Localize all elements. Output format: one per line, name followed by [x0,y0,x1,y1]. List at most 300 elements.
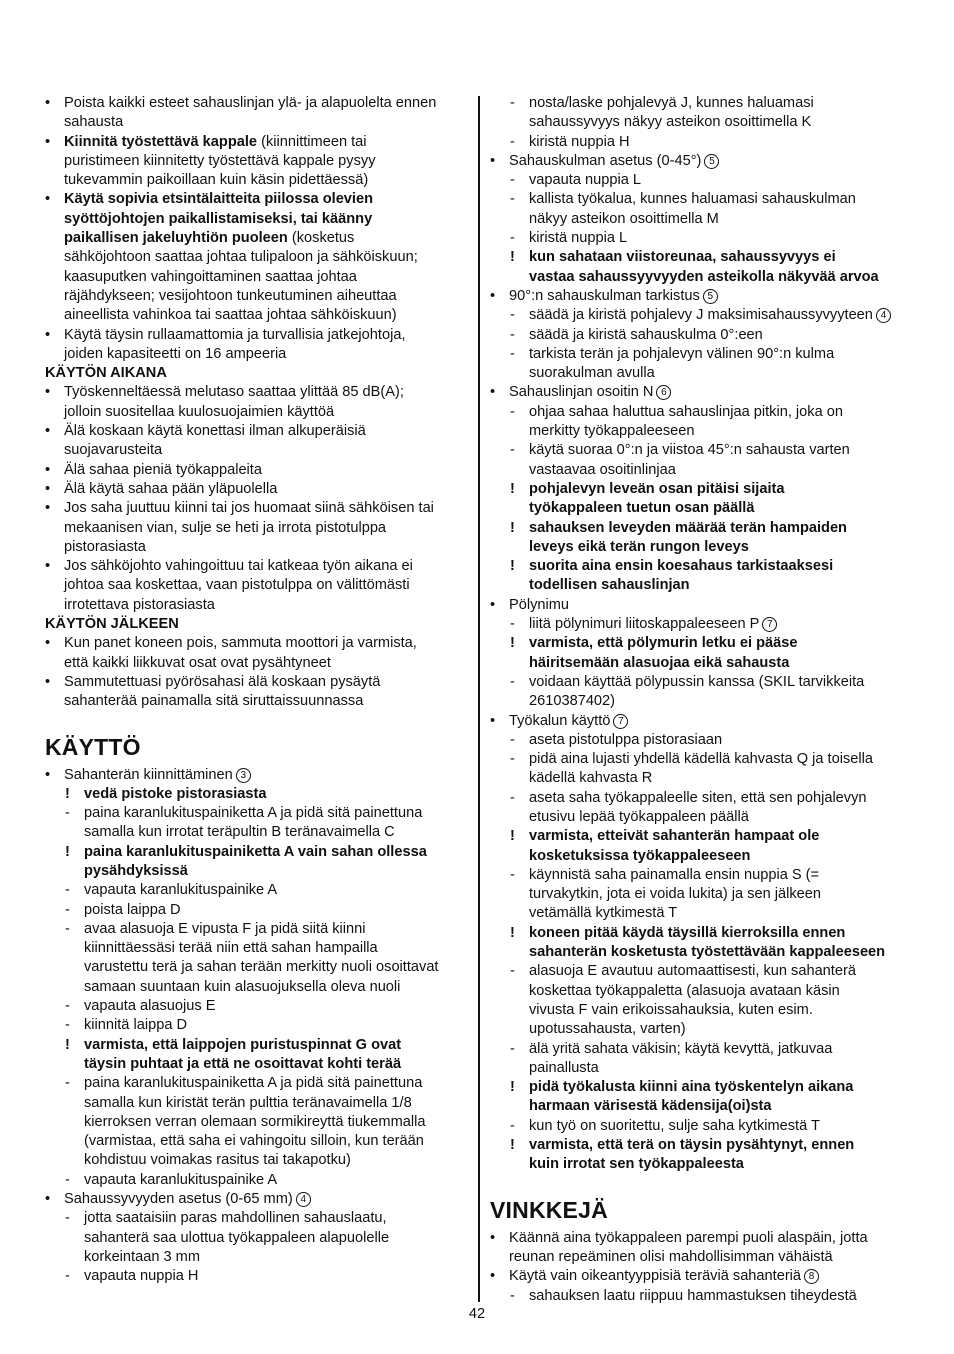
subheading [45,615,469,634]
dash-marker: - [510,307,515,324]
text-line [45,345,469,364]
line-text: Käytä vain oikeantyyppisiä teräviä sahanteriä [509,1268,802,1285]
text-line [490,1248,914,1267]
text-line [490,133,914,152]
text-line [490,557,914,576]
text-line [490,441,914,460]
line-text: VINKKEJÄ [490,1196,608,1223]
bold-text: todellisen sahauslinjan [529,577,690,594]
bullet-marker: • [490,152,496,169]
section-heading [45,732,469,762]
line-text: näkyy asteikon osoittimella M [529,210,719,227]
text-line [490,769,914,788]
dash-marker: - [510,866,515,883]
line-text: Työskenneltäessä melutaso saattaa ylittää 85 dB(A); [64,384,404,401]
warning-marker: ! [510,1137,515,1154]
line-text: alasuoja E avautuu automaattisesti, kun sahanterä [529,963,856,980]
text-line [45,1036,469,1055]
line-text: Kun panet koneen pois, sammuta moottori ja varmista, [64,635,417,652]
left-column [45,94,469,1287]
dash-marker: - [510,963,515,980]
text-line [490,692,914,711]
line-text: tarkista terän ja pohjalevyn välinen 90°:n kulma [529,345,835,362]
line-text: Sahauskulman asetus (0-45°) [509,152,702,169]
dash-marker: - [65,882,70,899]
warning-marker: ! [510,635,515,652]
figure-reference-badge: 3 [236,768,251,783]
line-text: sahanterä saa ulottua työkappaleen alapuolelle [84,1229,390,1246]
bold-text: pidä työkalusta kiinni aina työskentelyn aikana [529,1079,854,1096]
text-line [490,461,914,480]
text-line [45,596,469,615]
warning-marker: ! [65,843,70,860]
figure-reference-badge: 4 [876,308,891,323]
text-line [490,1059,914,1078]
line-text: Työkalun käyttö [509,712,611,729]
text-line [45,1229,469,1248]
text-line [490,113,914,132]
line-text: poista laippa D [84,901,181,918]
subheading [45,364,469,383]
bullet-marker: • [45,558,51,575]
right-column [490,94,914,1306]
text-line [45,538,469,557]
bold-text: täysin puhtaat ja että ne osoittavat kohti terää [84,1055,402,1072]
text-line [490,1287,914,1306]
line-text: voidaan käyttää pölypussin kanssa (SKIL tarvikkeita [529,673,865,690]
dash-marker: - [65,1075,70,1092]
text-line [490,287,914,306]
text-line [45,1171,469,1190]
text-line [45,383,469,402]
dash-marker: - [510,172,515,189]
text-line [45,1016,469,1035]
line-text: paina karanlukituspainiketta A ja pidä sitä painettuna [84,805,423,822]
line-text: pistorasiasta [64,538,146,555]
line-text: irrotettava pistorasiasta [64,596,215,613]
line-text: räjähdykseen; vesijohtoon tunkeutuminen aiheuttaa [64,287,397,304]
text-line [45,766,469,785]
text-line [45,113,469,132]
line-text: KÄYTÖN JÄLKEEN [45,616,179,633]
text-line [490,712,914,731]
line-text: suorakulman avulla [529,365,655,382]
text-line [45,1094,469,1113]
text-line [45,422,469,441]
bullet-marker: • [45,766,51,783]
line-text: kiristä nuppia L [529,230,628,247]
line-text: Käytä täysin rullaamattomia ja turvallisia jatkejohtoja, [64,326,406,343]
text-line [45,654,469,673]
line-text: sahaussyvyys näkyy asteikon osoittimella K [529,114,812,131]
dash-marker: - [65,805,70,822]
text-line [490,731,914,750]
text-line [45,804,469,823]
text-line [490,1267,914,1286]
bullet-marker: • [45,384,51,401]
text-line [45,1248,469,1267]
figure-reference-badge: 5 [704,154,719,169]
text-line [45,978,469,997]
line-text: joiden kapasiteetti on 16 ampeeria [64,345,287,362]
line-text: samalla kun irrotat teräpultin B teränavaimella C [84,824,395,841]
line-text: kiinnitä laippa D [84,1017,188,1034]
bullet-marker: • [45,461,51,478]
line-text: tukevammin paikoillaan kuin käsin pidettäessä) [64,172,369,189]
bold-text: pysähdyksissä [84,862,188,879]
line-text: liitä pölynimuri liitoskappaleeseen P [529,616,760,633]
line-text: varustettu terä ja sahan terään merkitty nuoli osoittavat [84,959,439,976]
text-line [45,1190,469,1209]
text-line [490,576,914,595]
text-line [45,1267,469,1286]
figure-reference-badge: 5 [703,289,718,304]
text-line [490,962,914,981]
dash-marker: - [65,920,70,937]
line-text: vapauta nuppia H [84,1268,199,1285]
line-text: Älä käytä sahaa pään yläpuolella [64,480,278,497]
text-line [45,171,469,190]
page-number: 42 [468,1306,486,1322]
line-text: älä yritä sahata väkisin; käytä kevyttä, jatkuvaa [529,1040,833,1057]
figure-reference-badge: 4 [296,1192,311,1207]
line-text: jolloin suositellaa kuulosuojaimien käyttöä [64,403,335,420]
text-line [45,248,469,267]
text-line [45,862,469,881]
line-text: pidä aina lujasti yhdellä kädellä kahvasta Q ja toisella [529,751,873,768]
line-text: Sammutettuasi pyörösahasi älä koskaan pysäytä [64,673,381,690]
dash-marker: - [510,789,515,806]
text-line [490,326,914,345]
line-text: aseta pistotulppa pistorasiaan [529,731,723,748]
text-line [490,422,914,441]
line-text: Sahaussyvyyden asetus (0-65 mm) [64,1191,293,1208]
text-line [490,229,914,248]
bold-text: leveys eikä terän rungon leveys [529,538,749,555]
text-line [45,1132,469,1151]
text-line [490,94,914,113]
text-line [490,596,914,615]
bold-text: harmaan värisestä kädensija(oi)sta [529,1098,772,1115]
line-text: nosta/laske pohjalevyä J, kunnes haluamasi [529,95,814,111]
text-line [45,673,469,692]
text-line [490,306,914,325]
line-text: samalla kun kiristät terän pulttia teränavaimella 1/8 [84,1094,412,1111]
text-line [490,1155,914,1174]
dash-marker: - [65,901,70,918]
bullet-marker: • [45,500,51,517]
text-line [45,210,469,229]
text-line [45,268,469,287]
dash-marker: - [510,442,515,459]
line-text: käynnistä saha painamalla ensin nuppia S (= [529,866,820,883]
line-text: koskettaa työkappaletta (alasuoja avataan käsin [529,982,840,999]
dash-marker: - [510,673,515,690]
text-line [490,615,914,634]
bold-text: varmista, että pölymurin letku ei pääse [529,635,798,652]
text-line [45,1055,469,1074]
line-text: Sahauslinjan osoitin N [509,384,654,401]
text-line [45,480,469,499]
text-line [490,248,914,267]
warning-marker: ! [510,1079,515,1096]
text-line [490,847,914,866]
bullet-marker: • [490,1229,496,1246]
dash-marker: - [65,1268,70,1285]
line-text: merkitty työkappaleeseen [529,423,695,440]
text-line [490,538,914,557]
line-text: vastaavaa osoitinlinjaa [529,461,676,478]
text-line [45,997,469,1016]
line-text: vapauta karanlukituspainike A [84,882,278,899]
dash-marker: - [510,133,515,150]
dash-marker: - [510,731,515,748]
line-text: (kiinnittimeen tai [257,133,367,150]
dash-marker: - [510,230,515,247]
line-text: Käännä aina työkappaleen parempi puoli alaspäin, jotta [509,1229,868,1246]
bold-text: sahanterän kosketusta työstettävään kappaleeseen [529,944,886,961]
line-text: kun työ on suoritettu, sulje saha kytkimestä T [529,1117,820,1134]
dash-marker: - [510,1287,515,1304]
bullet-marker: • [45,673,51,690]
line-text: kierroksen verran olemaan sormikireyttä tiukemmalla [84,1113,426,1130]
line-text: 2610387402) [529,693,616,710]
text-line [490,885,914,904]
line-text: Sahanterän kiinnittäminen [64,766,233,783]
text-line [45,823,469,842]
bold-text: varmista, etteivät sahanterän hampaat ole [529,828,820,845]
line-text: kiristä nuppia H [529,133,630,150]
text-line [490,499,914,518]
text-line [45,692,469,711]
text-line [490,383,914,402]
text-line [45,634,469,653]
figure-reference-badge: 6 [656,385,671,400]
line-text: (kosketus [287,230,355,247]
dash-marker: - [510,326,515,343]
bullet-marker: • [45,95,51,111]
text-line [45,901,469,920]
text-line [490,152,914,171]
line-text: puristimeen kiinnitetty työstettävä kappale pysyy [64,152,376,169]
line-text: suojavarusteita [64,442,163,459]
line-text: kohdistuu voimakas rasitus tai takapotku) [84,1152,351,1169]
warning-marker: ! [510,558,515,575]
line-text: johtoa saa koskettaa, vaan pistotulppa on välittömästi [64,577,410,594]
warning-marker: ! [510,828,515,845]
dash-marker: - [65,1171,70,1188]
text-line [490,673,914,692]
text-line [45,881,469,900]
section-heading [490,1195,914,1225]
line-text: aseta saha työkappaleelle siten, että sen pohjalevyn [529,789,867,806]
text-line [490,808,914,827]
line-text: säädä ja kiristä pohjalevy J maksimisahaussyvyyteen [529,307,873,324]
warning-marker: ! [510,519,515,536]
text-line [490,866,914,885]
text-line [45,306,469,325]
text-line [45,1113,469,1132]
text-line [45,229,469,248]
line-text: että kaikki liikkuvat osat ovat pysähtyneet [64,654,331,671]
bullet-marker: • [45,133,51,150]
text-line [490,268,914,287]
bullet-marker: • [45,423,51,440]
line-text: kallista työkalua, kunnes haluamasi sahauskulman [529,191,856,208]
line-text: (varmistaa, että saha ei vahingoitu silloin, kun terään [84,1133,424,1150]
line-text: painallusta [529,1059,599,1076]
line-text: mekaanisen vian, sulje se heti ja irrota pistotulppa [64,519,387,536]
text-line [45,1151,469,1170]
line-text: Älä koskaan käytä konettasi ilman alkuperäisiä [64,423,366,440]
bullet-marker: • [490,596,496,613]
text-line [45,441,469,460]
dash-marker: - [65,1210,70,1227]
line-text: vivusta F vain erikoissahauksia, kuten esim. [529,1001,813,1018]
bullet-marker: • [45,480,51,497]
line-text: paina karanlukituspainiketta A ja pidä sitä painettuna [84,1075,423,1092]
warning-marker: ! [510,924,515,941]
text-line [490,403,914,422]
bold-text: sahauksen leveyden määrää terän hampaiden [529,519,847,536]
figure-reference-badge: 7 [613,714,628,729]
text-line [490,654,914,673]
line-text: sahausta [64,114,124,131]
text-line [45,557,469,576]
text-line [45,133,469,152]
line-text: jotta saataisiin paras mahdollinen sahauslaatu, [84,1210,387,1227]
line-text: vapauta karanlukituspainike A [84,1171,278,1188]
text-line [490,827,914,846]
text-line [45,958,469,977]
dash-marker: - [510,616,515,633]
line-text: upotussahausta, varten) [529,1021,686,1038]
line-text: avaa alasuoja E vipusta F ja pidä siitä kiinni [84,920,366,937]
text-line [490,982,914,1001]
line-text: Pölynimu [509,596,570,613]
bold-text: vedä pistoke pistorasiasta [84,785,267,802]
text-line [490,1117,914,1136]
warning-marker: ! [510,249,515,266]
bold-text: pohjalevyn leveän osan pitäisi sijaita [529,480,785,497]
text-line [490,1020,914,1039]
bold-text: työkappaleen tuetun osan päällä [529,500,755,517]
figure-reference-badge: 8 [804,1269,819,1284]
line-text: käytä suoraa 0°:n ja viistoa 45°:n sahausta varten [529,442,850,459]
text-line [45,461,469,480]
bold-text: koneen pitää käydä täysillä kierroksilla ennen [529,924,846,941]
line-text: sähköjohtoon saattaa johtaa tulipaloon ja sähköiskuun; [64,249,418,266]
dash-marker: - [510,403,515,420]
text-line [45,287,469,306]
bold-text: varmista, että laippojen puristuspinnat G ovat [84,1036,402,1053]
figure-reference-badge: 7 [762,617,777,632]
bold-text: häiritsemään alasuojaa eikä sahausta [529,654,790,671]
text-line [490,171,914,190]
text-line [45,785,469,804]
text-line [490,210,914,229]
text-line [490,943,914,962]
bold-text: Kiinnitä työstettävä kappale [64,133,258,150]
dash-marker: - [65,998,70,1015]
bullet-marker: • [45,635,51,652]
text-line [490,345,914,364]
dash-marker: - [510,345,515,362]
text-line [490,1097,914,1116]
line-text: samaan suuntaan kuin alasuojuksella oleva nuoli [84,978,401,995]
text-line [45,843,469,862]
bullet-marker: • [490,1268,496,1285]
text-line [490,789,914,808]
dash-marker: - [65,1017,70,1034]
line-text: vapauta nuppia L [529,172,641,189]
text-line [45,519,469,538]
bullet-marker: • [490,287,496,304]
text-line [45,939,469,958]
line-text: kaasuputken vahingoittaminen saattaa johtaa [64,268,357,285]
dash-marker: - [510,1040,515,1057]
line-text: Jos saha juuttuu kiinni tai jos huomaat siinä sähköisen tai [64,500,434,517]
text-line [45,576,469,595]
text-line [490,924,914,943]
bullet-marker: • [45,191,51,208]
text-line [490,1078,914,1097]
line-text: Jos sähköjohto vahingoittuu tai katkeaa työn aikana ei [64,558,413,575]
text-line [45,94,469,113]
bold-text: kuin irrotat sen työkappaleesta [529,1156,744,1173]
line-text: sahanterää painamalla sitä siruttaissuunnassa [64,693,364,710]
text-line [490,750,914,769]
text-line [490,480,914,499]
dash-marker: - [510,1117,515,1134]
line-text: ohjaa sahaa haluttua sahauslinjaa pitkin, joka on [529,403,843,420]
line-text: kädellä kahvasta R [529,770,653,787]
line-text: turvakytkin, jota ei voida lukita) ja sen jälkeen [529,886,822,903]
line-text: kiinnittäessäsi terää niin että sahan hampailla [84,940,378,957]
line-text: 90°:n sahauskulman tarkistus [509,287,700,304]
warning-marker: ! [510,480,515,497]
text-line [490,519,914,538]
bullet-marker: • [45,1191,51,1208]
text-line [45,499,469,518]
warning-marker: ! [65,785,70,802]
dash-marker: - [510,95,515,111]
line-text: sahauksen laatu riippuu hammastuksen tiheydestä [529,1287,857,1304]
bold-text: paikallisen jakeluyhtiön puoleen [64,230,288,247]
line-text: KÄYTÖN AIKANA [45,365,167,382]
text-line [490,1001,914,1020]
bold-text: Käytä sopivia etsintälaitteita piilossa olevien [64,191,374,208]
line-text: Älä sahaa pieniä työkappaleita [64,461,262,478]
line-text: säädä ja kiristä sahauskulma 0°:een [529,326,763,343]
line-text: aineellista vahinkoa tai saattaa johtaa sähköiskuun) [64,307,397,324]
bullet-marker: • [490,712,496,729]
text-line [490,364,914,383]
line-text: korkeintaan 3 mm [84,1248,200,1265]
text-line [490,1040,914,1059]
line-text: KÄYTTÖ [45,733,141,760]
line-text: vetämällä kytkimestä T [529,905,678,922]
warning-marker: ! [65,1036,70,1053]
bold-text: vastaa sahaussyyvyyden asteikolla näkyvää arvoa [529,268,879,285]
text-line [45,403,469,422]
bold-text: suorita aina ensin koesahaus tarkistaaksesi [529,558,834,575]
column-divider [478,96,480,1302]
text-line [490,904,914,923]
bold-text: kun sahataan viistoreunaa, sahaussyvyys ei [529,249,836,266]
bullet-marker: • [490,384,496,401]
text-line [490,634,914,653]
